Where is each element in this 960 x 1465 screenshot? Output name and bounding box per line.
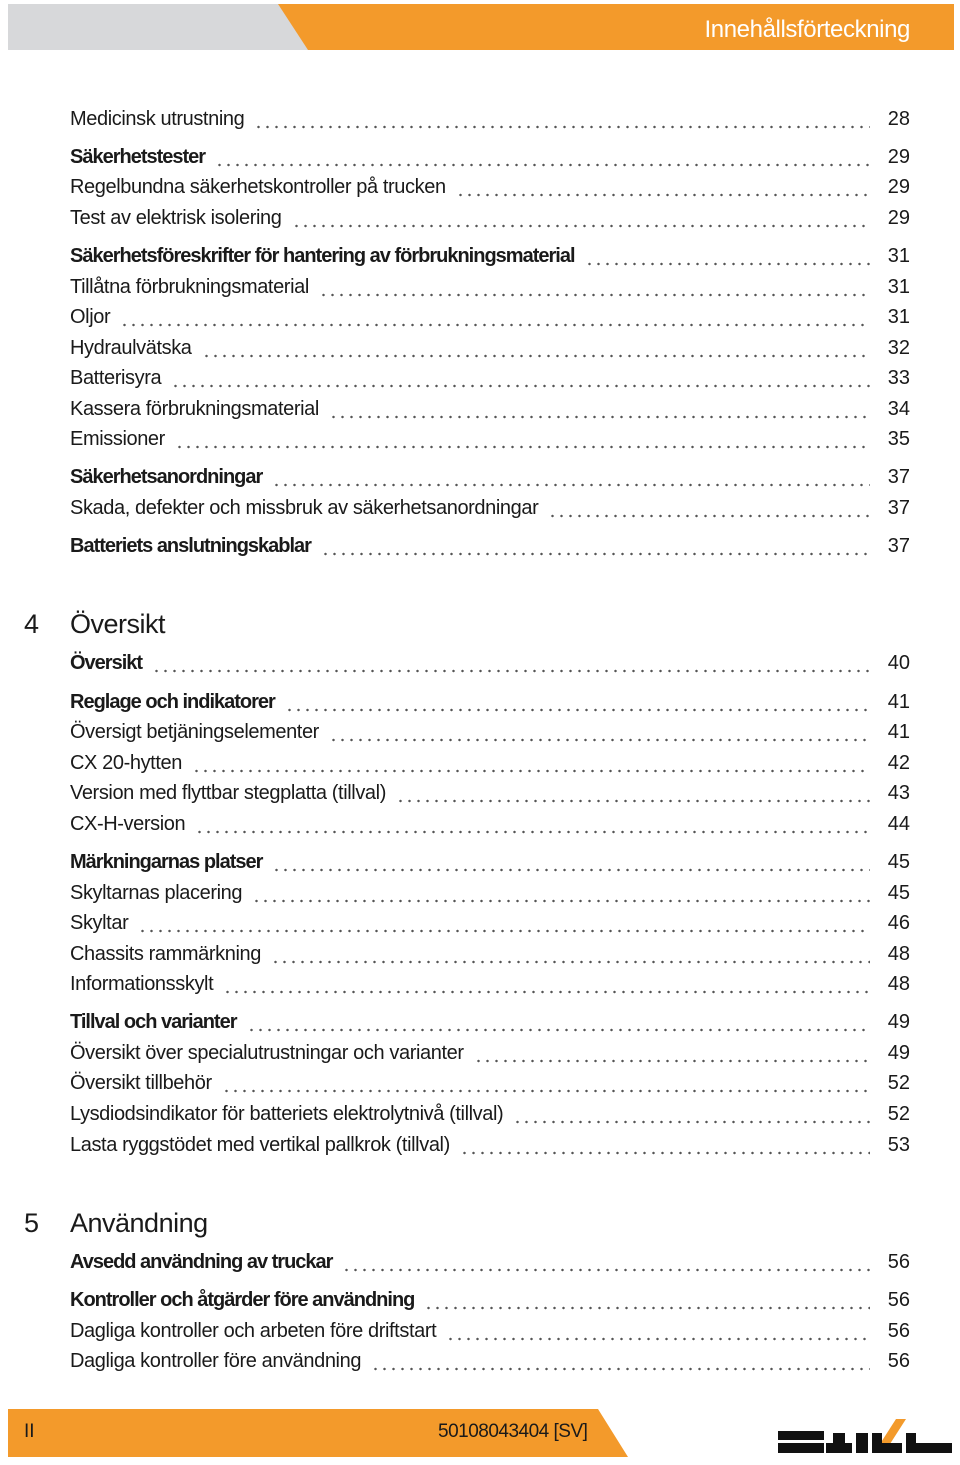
- toc-entry-page: 56: [887, 1251, 910, 1273]
- toc-entry[interactable]: [70, 174, 910, 200]
- toc-entry-title: Reglage och indikatorer: [70, 691, 275, 713]
- toc-entry-title: Säkerhetstester: [70, 146, 206, 168]
- toc-entry-title: Regelbundna säkerhetskontroller på trucken: [70, 176, 446, 198]
- toc-entry-page: 52: [887, 1072, 910, 1094]
- toc-entry[interactable]: [70, 1040, 910, 1066]
- toc-entry[interactable]: [70, 274, 910, 300]
- toc-entry-title: Test av elektrisk isolering: [70, 207, 282, 229]
- toc-entry[interactable]: [70, 650, 910, 676]
- dot-leader: [215, 144, 870, 170]
- chapter-title: Användning: [70, 1208, 208, 1238]
- header-gray-band: [8, 4, 308, 50]
- toc-entry-title: Batterisyra: [70, 367, 162, 389]
- toc-entry-page: 37: [887, 535, 910, 557]
- dot-leader: [329, 719, 870, 745]
- toc-entry-title: CX 20-hytten: [70, 752, 182, 774]
- dot-leader: [247, 1009, 871, 1035]
- toc-entry-title: Emissioner: [70, 428, 165, 450]
- toc-entry[interactable]: [70, 304, 910, 330]
- toc-entry-title: Översikt tillbehör: [70, 1072, 212, 1094]
- dot-leader: [371, 1348, 870, 1374]
- toc-entry-page: 41: [887, 721, 910, 743]
- toc-entry[interactable]: [70, 880, 910, 906]
- toc-entry-page: 40: [887, 652, 910, 674]
- dot-leader: [223, 971, 870, 997]
- page-footer: [8, 1409, 954, 1457]
- toc-entry-page: 29: [887, 207, 910, 229]
- toc-entry-title: Översikt: [70, 652, 143, 674]
- dot-leader: [195, 811, 870, 837]
- toc-entry-page: 35: [887, 428, 910, 450]
- toc-entry-title: Översigt betjäningselementer: [70, 721, 319, 743]
- toc-entry[interactable]: [70, 365, 910, 391]
- toc-entry[interactable]: [70, 689, 910, 715]
- chapter-5-heading: [24, 1205, 208, 1239]
- toc-entry-title: Chassits rammärkning: [70, 943, 261, 965]
- toc-entry-page: 43: [887, 782, 910, 804]
- toc-entry[interactable]: [70, 464, 910, 490]
- toc-entry[interactable]: [70, 811, 910, 837]
- toc-entry-title: Skyltarnas placering: [70, 882, 243, 904]
- dot-leader: [329, 396, 870, 422]
- toc-entry[interactable]: [70, 495, 910, 521]
- dot-leader: [342, 1249, 870, 1275]
- dot-leader: [120, 304, 870, 330]
- toc-entry[interactable]: [70, 910, 910, 936]
- dot-leader: [292, 205, 870, 231]
- toc-entry-page: 32: [887, 337, 910, 359]
- toc-entry[interactable]: [70, 426, 910, 452]
- toc-entry-page: 56: [887, 1350, 910, 1372]
- toc-entry[interactable]: [70, 1009, 910, 1035]
- toc-entry-title: Kassera förbrukningsmaterial: [70, 398, 319, 420]
- toc-entry-page: 49: [887, 1011, 910, 1033]
- toc-entry-page: 52: [887, 1103, 910, 1125]
- still-logo: [778, 1419, 954, 1459]
- toc-entry-page: 45: [887, 882, 910, 904]
- toc-entry-page: 33: [887, 367, 910, 389]
- toc-entry-title: Medicinsk utrustning: [70, 108, 245, 130]
- dot-leader: [175, 426, 870, 452]
- toc-entry-title: Säkerhetsföreskrifter för hantering av förbrukningsmaterial: [70, 245, 575, 267]
- dot-leader: [254, 106, 870, 132]
- toc-entry[interactable]: [70, 750, 910, 776]
- toc-entry-title: Hydraulvätska: [70, 337, 192, 359]
- dot-leader: [202, 335, 870, 361]
- toc-entry-page: 56: [887, 1320, 910, 1342]
- toc-entry-title: Dagliga kontroller och arbeten före driftstart: [70, 1320, 437, 1342]
- toc-entry[interactable]: [70, 719, 910, 745]
- toc-entry[interactable]: [70, 1318, 910, 1344]
- toc-entry-title: Skyltar: [70, 912, 129, 934]
- toc-entry-page: 29: [887, 146, 910, 168]
- page-title: Innehållsförteckning: [704, 16, 910, 43]
- toc-entry[interactable]: [70, 1287, 910, 1313]
- toc-entry-page: 37: [887, 466, 910, 488]
- dot-leader: [460, 1132, 870, 1158]
- dot-leader: [171, 365, 870, 391]
- toc-entry[interactable]: [70, 106, 910, 132]
- dot-leader: [548, 495, 870, 521]
- toc-entry[interactable]: [70, 533, 910, 559]
- dot-leader: [396, 780, 870, 806]
- toc-entry-page: 29: [887, 176, 910, 198]
- toc-entry[interactable]: [70, 396, 910, 422]
- toc-entry-page: 56: [887, 1289, 910, 1311]
- toc-entry-page: 41: [887, 691, 910, 713]
- toc-entry[interactable]: [70, 1132, 910, 1158]
- dot-leader: [272, 849, 870, 875]
- toc-entry-title: Skada, defekter och missbruk av säkerhetsanordningar: [70, 497, 539, 519]
- toc-entry-page: 28: [887, 108, 910, 130]
- toc-entry-title: Oljor: [70, 306, 111, 328]
- dot-leader: [513, 1101, 870, 1127]
- dot-leader: [424, 1287, 870, 1313]
- chapter-title: Översikt: [70, 609, 166, 639]
- dot-leader: [474, 1040, 870, 1066]
- toc-entry[interactable]: [70, 941, 910, 967]
- page-number: II: [24, 1421, 35, 1442]
- chapter-number: 4: [24, 609, 40, 639]
- toc-entry-title: Tillval och varianter: [70, 1011, 237, 1033]
- toc-entry[interactable]: [70, 780, 910, 806]
- dot-leader: [271, 941, 870, 967]
- dot-leader: [272, 464, 870, 490]
- toc-entry-page: 46: [887, 912, 910, 934]
- toc-entry-page: 49: [887, 1042, 910, 1064]
- toc-entry-title: Märkningarnas platser: [70, 851, 263, 873]
- toc-entry[interactable]: [70, 243, 910, 269]
- toc-entry-title: Avsedd användning av truckar: [70, 1251, 333, 1273]
- toc-entry-page: 42: [887, 752, 910, 774]
- toc-entry[interactable]: [70, 205, 910, 231]
- toc-entry-page: 48: [887, 973, 910, 995]
- toc-entry[interactable]: [70, 1249, 910, 1275]
- toc-entry[interactable]: [70, 144, 910, 170]
- toc-entry-page: 34: [887, 398, 910, 420]
- toc-entry-page: 45: [887, 851, 910, 873]
- page-header: [8, 4, 954, 50]
- toc-entry-page: 37: [887, 497, 910, 519]
- toc-entry-page: 31: [887, 306, 910, 328]
- toc-entry[interactable]: [70, 1101, 910, 1127]
- toc-entry-page: 48: [887, 943, 910, 965]
- toc-entry-title: Informationsskylt: [70, 973, 214, 995]
- dot-leader: [446, 1318, 870, 1344]
- toc-entry-title: Översikt över specialutrustningar och varianter: [70, 1042, 464, 1064]
- toc-entry-title: Version med flyttbar stegplatta (tillval): [70, 782, 386, 804]
- toc-entry[interactable]: [70, 1348, 910, 1374]
- toc-entry[interactable]: [70, 335, 910, 361]
- dot-leader: [285, 689, 870, 715]
- dot-leader: [192, 750, 870, 776]
- toc-entry-title: Batteriets anslutningskablar: [70, 535, 311, 557]
- dot-leader: [222, 1070, 870, 1096]
- toc-entry-title: Dagliga kontroller före användning: [70, 1350, 362, 1372]
- toc-entry-page: 31: [887, 276, 910, 298]
- dot-leader: [321, 533, 870, 559]
- toc-entry-page: 44: [887, 813, 910, 835]
- toc-entry[interactable]: [70, 849, 910, 875]
- toc-entry-title: Tillåtna förbrukningsmaterial: [70, 276, 309, 298]
- chapter-4-heading: [24, 606, 165, 640]
- dot-leader: [585, 243, 871, 269]
- toc-entry-title: Lasta ryggstödet med vertikal pallkrok (tillval): [70, 1134, 450, 1156]
- chapter-number: 5: [24, 1208, 40, 1238]
- document-id: 50108043404 [SV]: [438, 1421, 588, 1442]
- dot-leader: [152, 650, 870, 676]
- dot-leader: [456, 174, 870, 200]
- toc-entry-title: CX-H-version: [70, 813, 186, 835]
- toc-entry-title: Lysdiodsindikator för batteriets elektrolytnivå (tillval): [70, 1103, 504, 1125]
- dot-leader: [252, 880, 870, 906]
- toc-entry-page: 31: [887, 245, 910, 267]
- toc-entry[interactable]: [70, 971, 910, 997]
- toc-entry-title: Kontroller och åtgärder före användning: [70, 1289, 415, 1311]
- toc-entry[interactable]: [70, 1070, 910, 1096]
- toc-entry-page: 53: [887, 1134, 910, 1156]
- dot-leader: [138, 910, 870, 936]
- toc-entry-title: Säkerhetsanordningar: [70, 466, 263, 488]
- dot-leader: [319, 274, 870, 300]
